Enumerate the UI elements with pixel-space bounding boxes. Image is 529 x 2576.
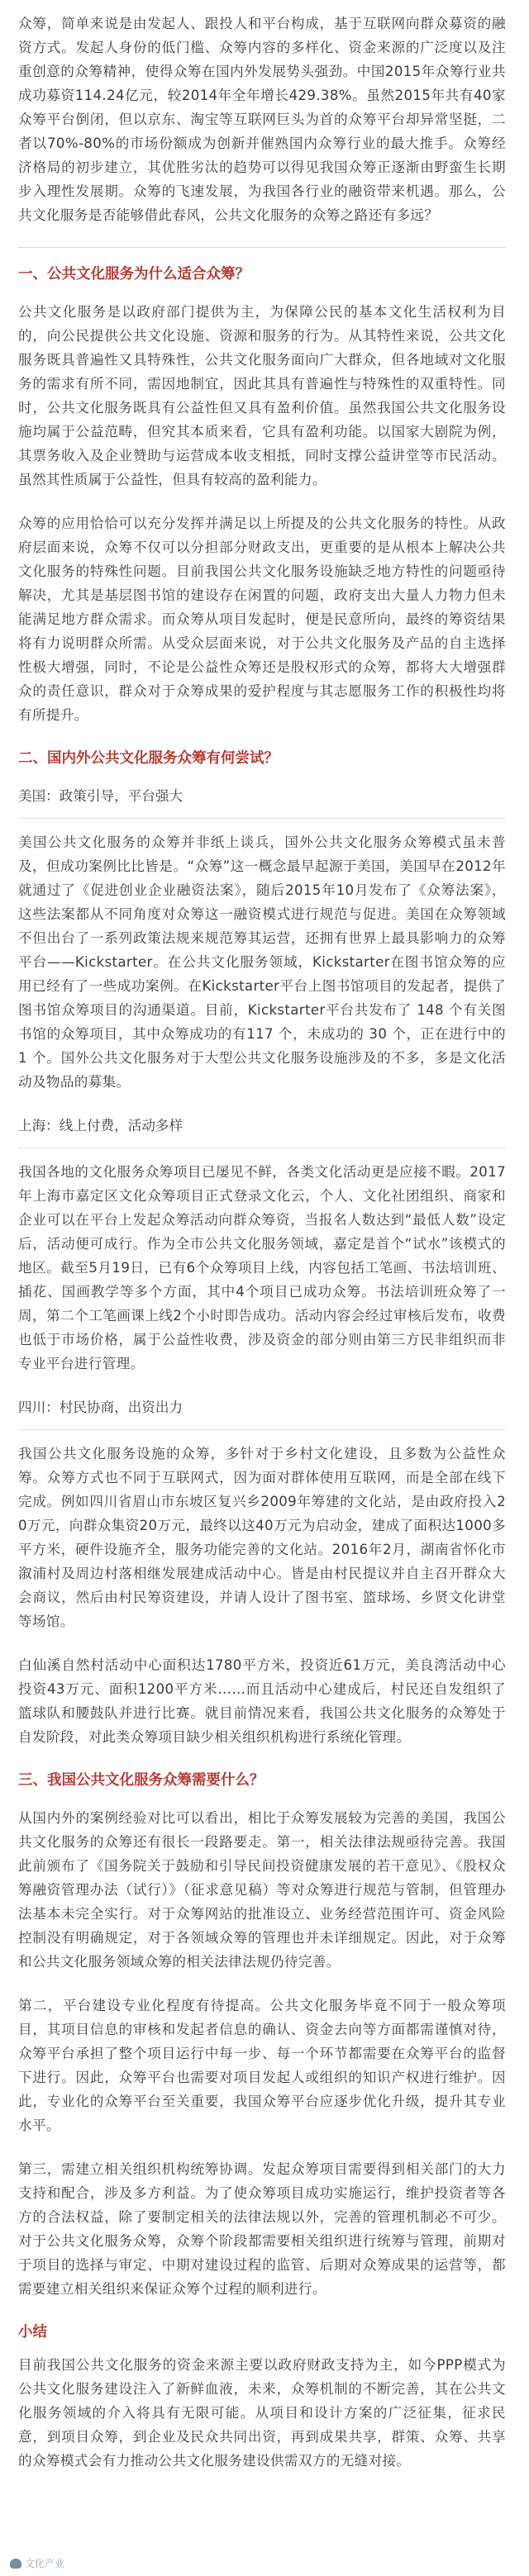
section-1-paragraph-2: 众筹的应用恰恰可以充分发挥并满足以上所提及的公共文化服务的特性。从政府层面来说，众筹不仅可以分担部分财政支出，更重要的是从根本上解决公共文化服务的特殊性问题。目前我国公共文化服务设施缺乏地方特性的问题亟待解决，尤其是基层图书馆的建设存在闲置的问题，政府支出大量人力物力但未能满足地方群众需求。而众筹从项目发起时，便是民意所向，最终的筹资结果将有力说明群众所需。从受众层面来说，对于公共文化服务及产品的自主选择性极大增强，同时，不论是公益性众筹还是股权形式的众筹，都将大大增强群众的责任意识，群众对于众筹成果的爱护程度与其志愿服务工作的积极性均将有所提升。 <box>18 516 506 723</box>
section-1-heading: 一、公共文化服务为什么适合众筹？ <box>18 266 250 283</box>
divider <box>18 247 506 248</box>
sichuan-subheading: 四川：村民协商，出资出力 <box>18 1400 183 1415</box>
section-3-paragraph-1: 从国内外的案例经验对比可以看出，相比于众筹发展较为完善的美国，我国公共文化服务的众筹还有很长一段路要走。第一，相关法律法规亟待完善。我国此前颁布了《国务院关于鼓励和引导民间投资健康发展的若干意见》、《股权众筹融资管理办法（试行）》（征求意见稿）等对众筹进行规范与管制，但管理办法基本未完全实行。对于众筹网站的批准设立、业务经营范围许可、资金风险控制没有明确规定，对于各领域众筹的管理也并未详细规定。因此，对于众筹和公共文化服务领域众筹的相关法律法规仍待完善。 <box>18 1810 506 1970</box>
shanghai-subheading: 上海：线上付费，活动多样 <box>18 1118 183 1134</box>
sichuan-paragraph-2: 白仙溪自然村活动中心面积达1780平方米，投资近61万元，美良湾活动中心投资43万元、面积1200平方米……而且活动中心建成后，村民还自发组织了篮球队和腰鼓队并进行比赛。就目前情况来看，我国公共文化服务的众筹处于自发阶段，对此类众筹项目缺少相关组织机构进行系统化管理。 <box>18 1657 506 1745</box>
usa-subheading: 美国：政策引导，平台强大 <box>18 788 183 804</box>
sichuan-paragraph-1: 我国公共文化服务设施的众筹，多针对于乡村文化建设，且多数为公益性众筹。众筹方式也不同于互联网式，因为面对群体使用互联网，而是全部在线下完成。例如四川省眉山市东坡区复兴乡2009年筹建的文化站，是由政府投入20万元，向群众集资20万元，最终以这40万元为启动金，建成了面积达1000多平方米，硬件设施齐全，服务功能完善的文化站。2016年2月，湖南省怀化市溆浦村及周边村落相继发展建成活动中心。皆是由村民提议并自主召开群众大会商议，然后由村民筹资建设，并请人设计了图书室、篮球场、乡贤文化讲堂等场馆。 <box>18 1446 506 1629</box>
usa-divider <box>18 818 506 819</box>
usa-paragraph: 美国公共文化服务的众筹并非纸上谈兵，国外公共文化服务众筹模式虽未普及，但成功案例比比皆是。“众筹”这一概念最早起源于美国，美国早在2012年就通过了《促进创业企业融资法案》，随后2015年10月发布了《众筹法案》，这些法案都从不同角度对众筹这一融资模式进行规范与促进。美国在众筹领域不但出台了一系列政策法规来规范筹其运营，还拥有世界上最具影响力的众筹平台——Kickstarter。在公共文化服务领域，Kickstarter在图书馆众筹的应用已经有了一些成功案例。在Kickstarter平台上图书馆项目的发起者，提供了图书馆众筹项目的沟通渠道。目前，Kickstarter平台共发布了 148 个有关图书馆的众筹项目，其中众筹成功的有117 个，未成功的 30 个，正在进行中的 1 个。国外公共文化服务对于大型公共文化服务设施涉及的不多，多是文化活动及物品的募集。 <box>18 834 506 1090</box>
watermark <box>10 2556 64 2570</box>
section-3-paragraph-3: 第三，需建立相关组织机构统筹协调。发起众筹项目需要得到相关部门的大力支持和配合，涉及多方利益。为了使众筹项目成功实施运行，维护投资者等各方的合法权益，除了要制定相关的法律法规以外，完善的管理机制必不可少。对于公共文化服务众筹，众筹个阶段都需要相关组织进行统筹与管理，前期对于项目的选择与审定、中期对建设过程的监管、后期对众筹成果的运营等，都需要建立相关组织来保证众筹个过程的顺利进行。 <box>18 2161 506 2297</box>
summary-paragraph: 目前我国公共文化服务的资金来源主要以政府财政支持为主，如今PPP模式为公共文化服务建设注入了新鲜血液，未来，众筹机制的不断完善，其在公共文化服务领域的介入将具有无限可能。从项目和设计方案的广泛征集，征求民意，到项目众筹，到企业及民众共同出资，再到成果共享，群策、众筹、共享的众筹模式会有力推动公共文化服务建设供需双方的无缝对接。 <box>18 2357 506 2469</box>
intro-paragraph: 众筹，简单来说是由发起人、跟投人和平台构成，基于互联网向群众募资的融资方式。发起人身份的低门槛、众筹内容的多样化、资金来源的广泛度以及注重创意的众筹精神，使得众筹在国内外发展势头强劲。中国2015年众筹行业共成功募资114.24亿元，较2014年全年增长429.38%。虽然2015年共有40家众筹平台倒闭，但以京东、淘宝等互联网巨头为首的众筹平台却异常坚挺，二者以70%-80%的市场份额成为创新并催熟国内众筹行业的最大推手。众筹经济格局的初步建立，其优胜劣汰的趋势可以得见我国众筹正逐渐由野蛮生长期步入理性发展期。众筹的飞速发展，为我国各行业的融资带来机遇。那么，公共文化服务是否能够借此春风，公共文化服务的众筹之路还有多远？ <box>18 16 506 223</box>
summary-heading: 小结 <box>18 2324 47 2341</box>
shanghai-paragraph: 我国各地的文化服务众筹项目已屡见不鲜，各类文化活动更是应接不暇。2017年上海市嘉定区文化众筹项目正式登录文化云，个人、文化社团组织、商家和企业可以在平台上发起众筹活动向群众筹资，当报名人数达到“最低人数”设定后，活动便可成行。作为全市公共文化服务领域，嘉定是首个“试水”该模式的地区。截至5月19日，已有6个众筹项目上线，内容包括工笔画、书法培训班、插花、国画教学等多个方面，其中4个项目已成功众筹。书法培训班众筹了一周，第二个工笔画课上线2个小时即告成功。活动内容会经过审核后发布，收费也低于市场价格，属于公益性收费，涉及资金的部分则由第三方民非组织而非专业平台进行管理。 <box>18 1164 506 1371</box>
section-2-heading: 二、国内外公共文化服务众筹有何尝试？ <box>18 750 279 767</box>
watermark-text: 文化产业 <box>25 2558 65 2569</box>
section-1-paragraph-1: 公共文化服务是以政府部门提供为主，为保障公民的基本文化生活权利为目的，向公民提供公共文化设施、资源和服务的行为。从其特性来说，公共文化服务既具普遍性又具特殊性，公共文化服务面向广大群众，但各地域对文化服务的需求有所不同，需因地制宜，因此其具有普遍性与特殊性的双重特性。同时，公共文化服务既具有公益性但又具有盈利价值。虽然我国公共文化服务设施均属于公益范畴，但究其本质来看，它具有盈利功能。以国家大剧院为例，其票务收入及企业赞助与运营成本收支相抵，同时支撑公益讲堂等市民活动。虽然其性质属于公益性，但具有较高的盈利能力。 <box>18 304 506 487</box>
section-3-paragraph-2: 第二，平台建设专业化程度有待提高。公共文化服务毕竟不同于一般众筹项目，其项目信息的审核和发起者信息的确认、资金去向等方面都需谨慎对待，众筹平台承担了整个项目运行中每一步、每一个环节都需要在众筹平台的监督下进行。因此，众筹平台也需要对项目发起人或组织的知识产权进行维护。因此，专业化的众筹平台至关重要，我国众筹平台应逐步优化升级，提升其专业水平。 <box>18 1998 506 2133</box>
sichuan-divider <box>18 1429 506 1430</box>
weibo-logo-icon <box>10 2559 21 2569</box>
section-3-heading: 三、我国公共文化服务众筹需要什么？ <box>18 1772 264 1789</box>
